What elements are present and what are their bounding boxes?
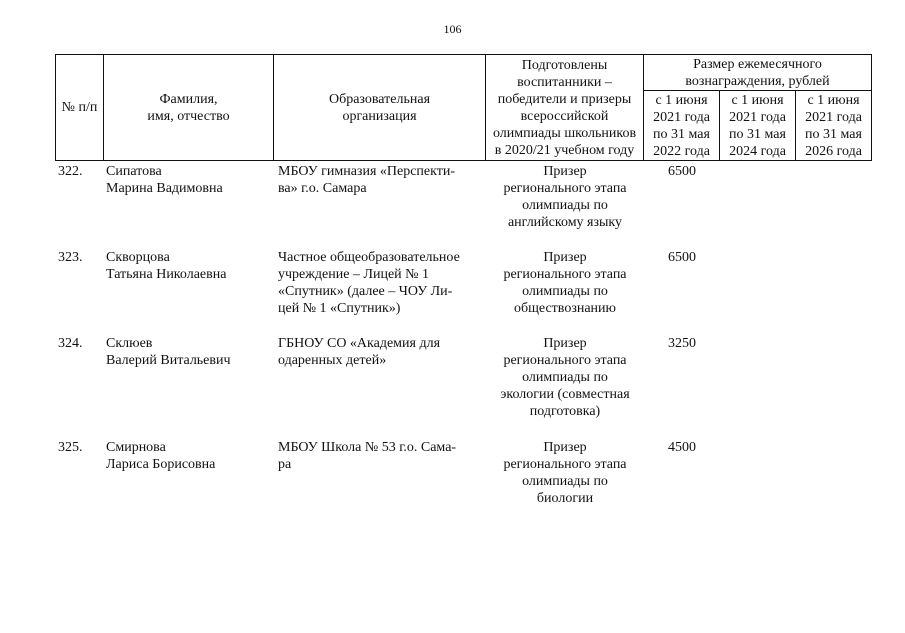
row-number: 323. (58, 250, 83, 265)
row-amount-2022: 3250 (668, 336, 696, 351)
row-organization: МБОУ Школа № 53 г.о. Сама- ра (278, 440, 457, 472)
header-period-2026: с 1 июня 2021 года по 31 мая 2026 года (796, 91, 872, 161)
header-achievement: Подготовлены воспитанники – победители и призеры всероссийской олимпиады школьников в 2020/21 учебном году (486, 55, 644, 161)
page-number: 106 (443, 22, 462, 36)
row-organization: ГБНОУ СО «Академия для одаренных детей» (278, 336, 441, 368)
header-num: № п/п (56, 55, 104, 161)
row-achievement: Призер регионального этапа олимпиады по английскому языку (503, 164, 627, 230)
table-body (0, 163, 905, 525)
row-name: Смирнова Лариса Борисовна (106, 440, 216, 472)
table-row (0, 163, 905, 249)
row-name: Сипатова Марина Вадимовна (106, 164, 223, 196)
row-amount-2022: 6500 (668, 164, 696, 179)
table-row (0, 439, 905, 525)
header-period-2022: с 1 июня 2021 года по 31 мая 2022 года (644, 91, 720, 161)
row-organization: МБОУ гимназия «Перспекти- ва» г.о. Самара (278, 164, 456, 196)
row-number: 325. (58, 440, 83, 455)
header-name: Фамилия, имя, отчество (104, 55, 274, 161)
row-amount-2022: 6500 (668, 250, 696, 265)
row-achievement: Призер регионального этапа олимпиады по обществознанию (503, 250, 627, 316)
row-name: Скворцова Татьяна Николаевна (106, 250, 227, 282)
row-achievement: Призер регионального этапа олимпиады по биологии (503, 440, 627, 506)
header-organization: Образовательная организация (274, 55, 486, 161)
header-award: Размер ежемесячного вознаграждения, рублей (644, 55, 872, 91)
header-period-2024: с 1 июня 2021 года по 31 мая 2024 года (720, 91, 796, 161)
row-amount-2022: 4500 (668, 440, 696, 455)
row-achievement: Призер регионального этапа олимпиады по экологии (совместная подготовка) (500, 336, 630, 419)
row-number: 324. (58, 336, 83, 351)
table-row (0, 335, 905, 439)
row-name: Склюев Валерий Витальевич (106, 336, 231, 368)
row-number: 322. (58, 164, 83, 179)
row-organization: Частное общеобразовательное учреждение – Лицей № 1 «Спутник» (далее – ЧОУ Ли- цей № 1 «Спутник») (278, 250, 460, 316)
table-header (55, 54, 872, 161)
table-row (0, 249, 905, 335)
